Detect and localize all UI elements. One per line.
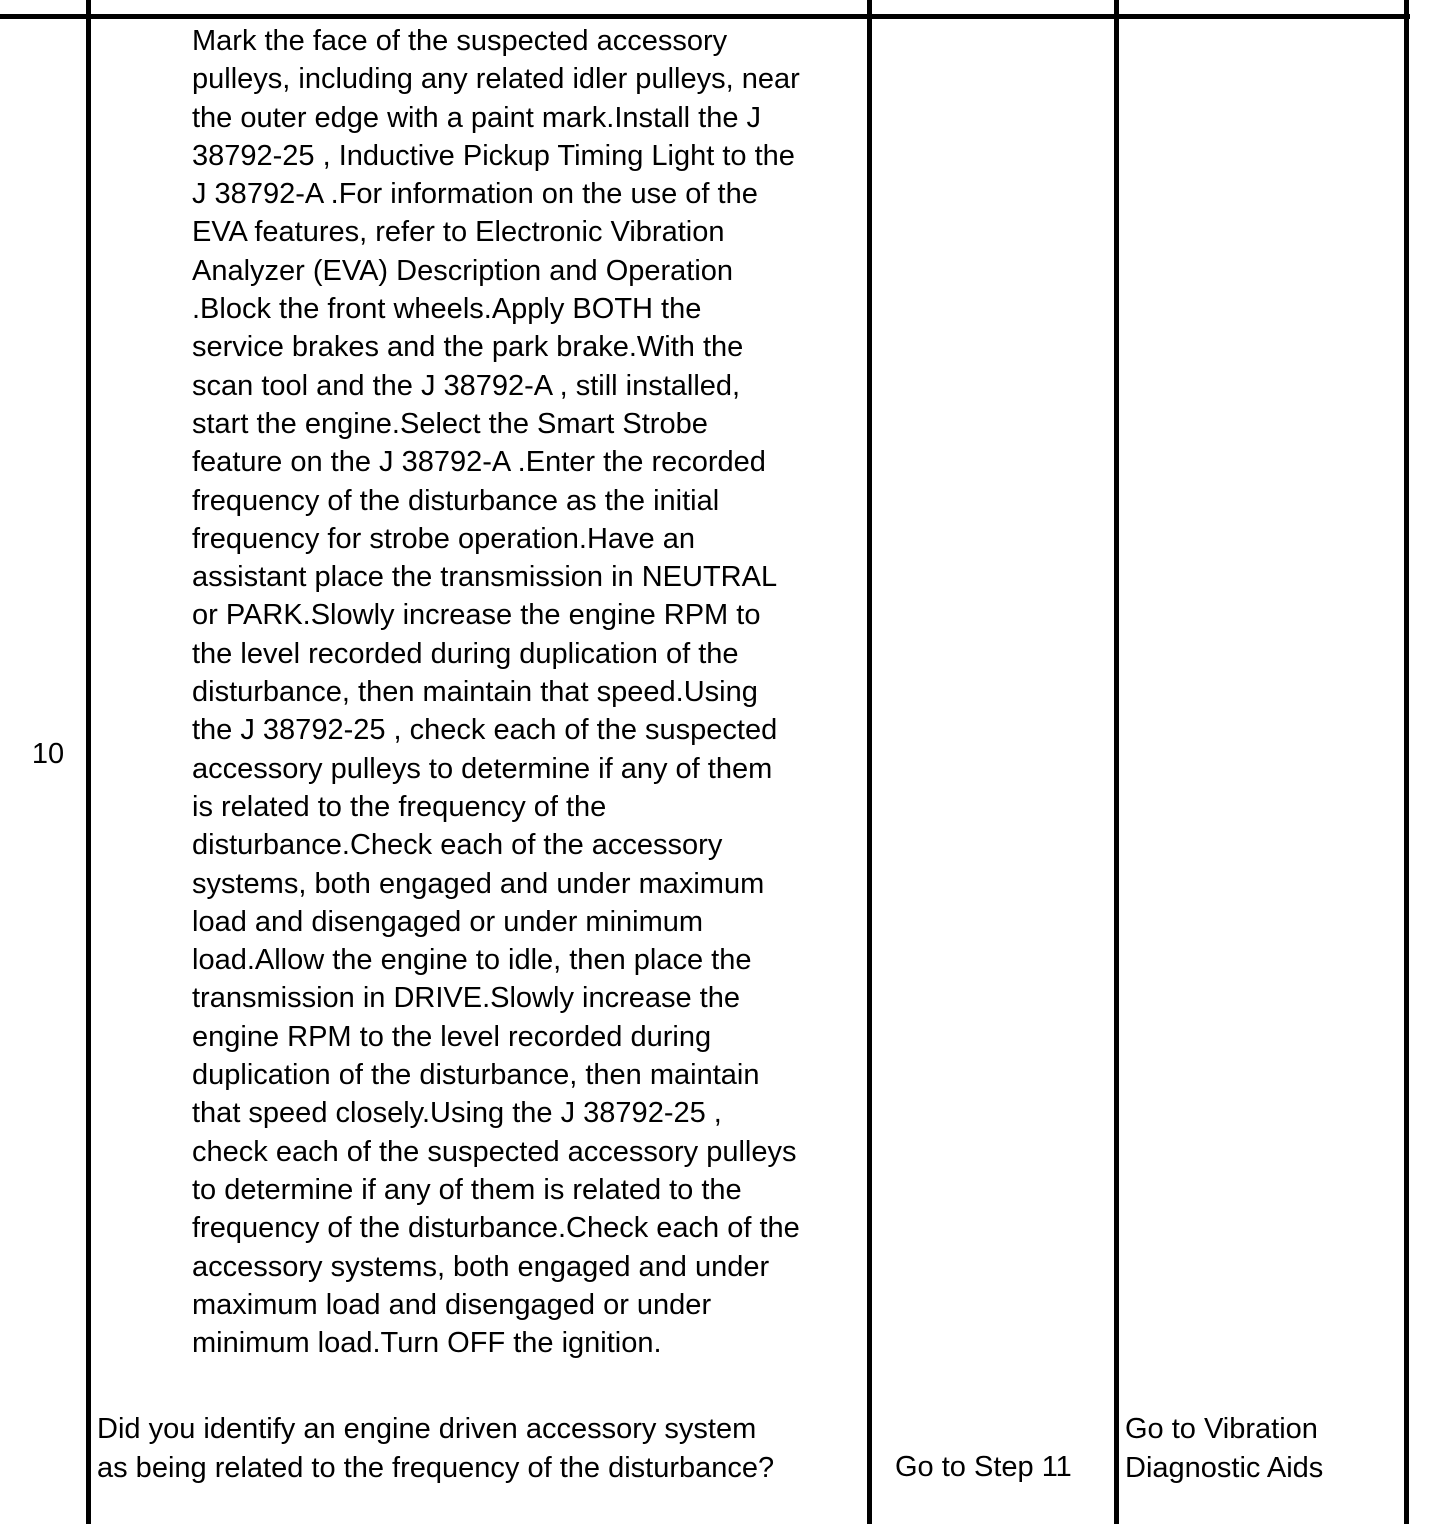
action-instructions: [192, 22, 868, 1362]
action-line: Mark the face of the suspected accessory: [192, 25, 728, 57]
no-result-line: Go to Vibration: [1125, 1413, 1318, 1445]
action-line: start the engine.Select the Smart Strobe: [192, 407, 708, 440]
action-line: scan tool and the J 38792-A , still installed,: [192, 369, 741, 402]
action-line: EVA features, refer to Electronic Vibration: [192, 216, 725, 249]
yes-result-cell: Go to Step 11: [895, 1451, 1072, 1483]
action-line: is related to the frequency of the: [192, 790, 607, 823]
question-line: Did you identify an engine driven accessory system: [97, 1413, 757, 1445]
action-line: pulleys, including any related idler pulleys, near: [192, 63, 800, 96]
table-row-divider: [0, 14, 1410, 19]
action-line: the J 38792-25 , check each of the suspected: [192, 714, 778, 747]
action-line: J 38792-A .For information on the use of the: [192, 178, 758, 211]
action-line: frequency for strobe operation.Have an: [192, 522, 695, 555]
action-line: minimum load.Turn OFF the ignition.: [192, 1327, 662, 1360]
table-border-right: [1404, 0, 1409, 1524]
action-line: load and disengaged or under minimum: [192, 905, 704, 938]
action-line: frequency of the disturbance as the initial: [192, 484, 720, 517]
action-line: disturbance.Check each of the accessory: [192, 829, 723, 862]
action-line: load.Allow the engine to idle, then place the: [192, 944, 752, 977]
action-line: accessory systems, both engaged and under: [192, 1250, 770, 1283]
action-line: .Block the front wheels.Apply BOTH the: [192, 293, 702, 326]
action-line: disturbance, then maintain that speed.Using: [192, 676, 758, 709]
action-line: check each of the suspected accessory pulleys: [192, 1135, 797, 1168]
table-border-col3: [1114, 0, 1119, 1524]
no-result-cell: [1125, 1410, 1323, 1487]
action-line: transmission in DRIVE.Slowly increase the: [192, 982, 740, 1015]
action-line: maximum load and disengaged or under: [192, 1288, 712, 1321]
action-line: duplication of the disturbance, then maintain: [192, 1059, 760, 1092]
action-line: to determine if any of them is related to the: [192, 1173, 742, 1206]
action-line: 38792-25 , Inductive Pickup Timing Light to the: [192, 139, 795, 172]
question-line: as being related to the frequency of the disturbance?: [97, 1451, 775, 1484]
action-line: service brakes and the park brake.With the: [192, 331, 744, 364]
action-line: that speed closely.Using the J 38792-25 ,: [192, 1097, 722, 1130]
action-line: systems, both engaged and under maximum: [192, 867, 765, 900]
diagnostic-question: [97, 1410, 867, 1487]
no-result-line: Diagnostic Aids: [1125, 1451, 1324, 1484]
action-line: assistant place the transmission in NEUTRAL: [192, 561, 778, 594]
action-line: engine RPM to the level recorded during: [192, 1020, 712, 1053]
step-number-cell: 10: [31, 738, 65, 770]
action-line: the level recorded during duplication of the: [192, 637, 739, 670]
action-line: the outer edge with a paint mark.Install the J: [192, 101, 762, 134]
action-line: or PARK.Slowly increase the engine RPM to: [192, 599, 761, 632]
action-line: accessory pulleys to determine if any of them: [192, 752, 773, 785]
action-line: feature on the J 38792-A .Enter the recorded: [192, 446, 766, 479]
action-line: Analyzer (EVA) Description and Operation: [192, 254, 734, 287]
action-line: frequency of the disturbance.Check each of the: [192, 1212, 800, 1245]
